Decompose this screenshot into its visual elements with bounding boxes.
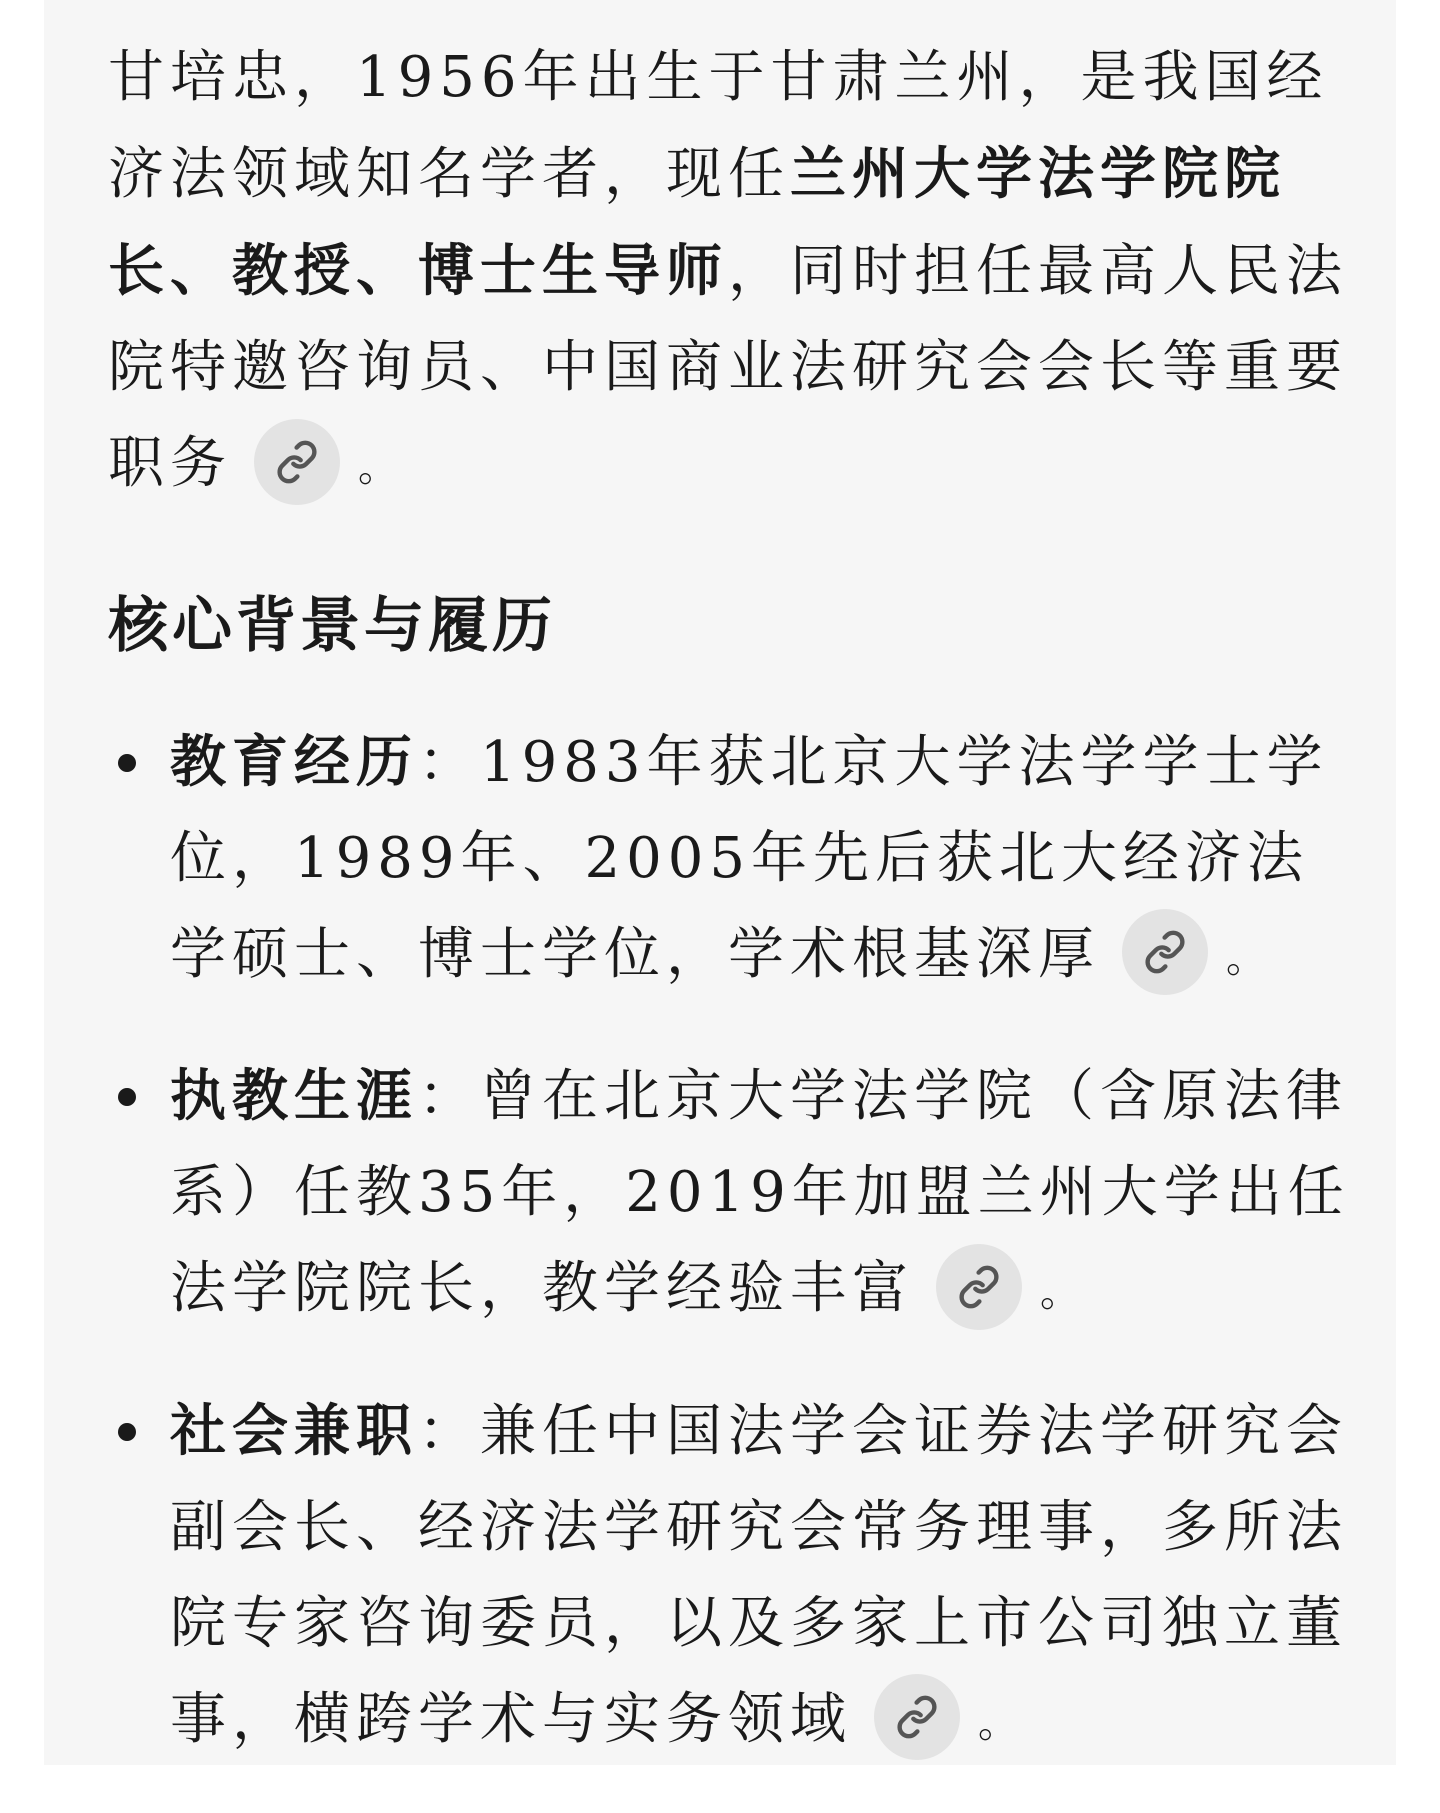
bullet-icon — [118, 1088, 136, 1106]
content-card — [44, 0, 1396, 1765]
bullet-icon — [118, 754, 136, 772]
list-item-teaching — [108, 1048, 1358, 1341]
item-text: 兼任中国法学会证券法学研究会副会长、经济法学研究会常务理事，多所法院专家咨询委员，以及多家上市公司独立董事，横跨学术与实务领域 — [170, 1398, 1348, 1752]
section-title: 核心背景与履历 — [108, 590, 556, 661]
link-icon — [895, 1695, 939, 1739]
item-text: 曾在北京大学法学院（含原法律系）任教35年，2019年加盟兰州大学出任法学院院长，教学经验丰富 — [170, 1064, 1350, 1321]
source-link-button[interactable] — [254, 419, 340, 505]
item-period: 。 — [1226, 935, 1272, 981]
background-list — [108, 714, 1358, 1772]
item-label: 执教生涯 — [170, 1063, 418, 1129]
source-link-button[interactable] — [936, 1244, 1022, 1330]
bullet-icon — [118, 1423, 136, 1441]
source-link-button[interactable] — [874, 1674, 960, 1760]
intro-period: 。 — [358, 444, 404, 491]
item-text: 1983年获北京大学法学学士学位，1989年、2005年先后获北大经济法学硕士、博士学位，学术根基深厚 — [170, 729, 1329, 987]
link-icon — [957, 1265, 1001, 1309]
link-icon — [275, 440, 319, 484]
list-item-social-roles — [108, 1383, 1358, 1772]
item-period: 。 — [1040, 1269, 1086, 1316]
item-colon: ： — [418, 1398, 480, 1464]
intro-bold-title: 兰州大学法学院院长、教授、博士生导师 — [108, 141, 1286, 304]
intro-text-2: ，同时担任最高人民法院特邀咨询员、中国商业法研究会会长等重要职务 — [108, 239, 1348, 496]
article-content — [108, 30, 1358, 1813]
intro-text-1: 甘培忠，1956年出生于甘肃兰州，是我国经济法领域知名学者，现任 — [108, 45, 1329, 207]
item-period: 。 — [978, 1700, 1024, 1746]
link-icon — [1143, 930, 1187, 974]
source-link-button[interactable] — [1122, 909, 1208, 995]
intro-paragraph — [108, 30, 1358, 516]
item-label: 教育经历 — [170, 728, 418, 795]
list-item-education — [108, 714, 1358, 1007]
item-label: 社会兼职 — [170, 1397, 418, 1464]
item-colon: ： — [418, 729, 480, 795]
item-colon: ： — [418, 1064, 480, 1129]
